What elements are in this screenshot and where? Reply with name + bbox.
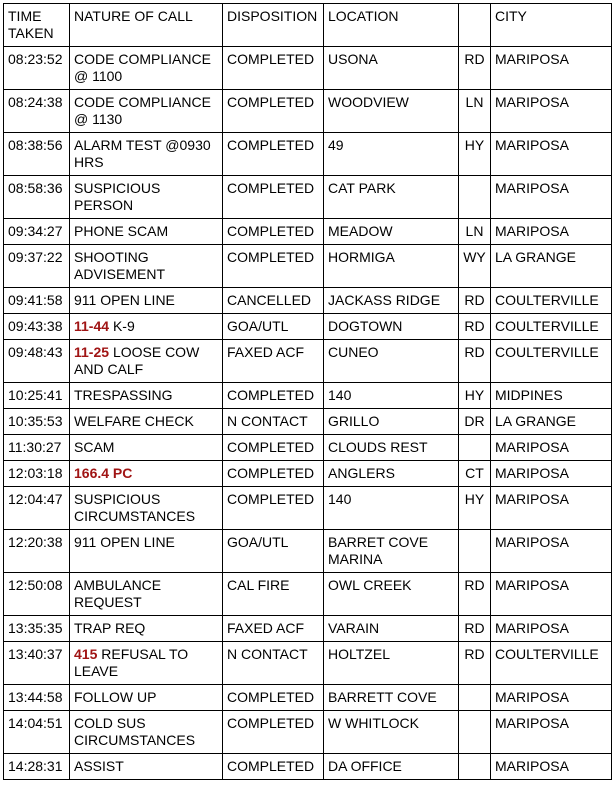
table-row (4, 530, 612, 573)
header-nature: NATURE OF CALL (70, 4, 223, 47)
cell-time: 09:43:38 (4, 314, 70, 340)
call-nature: CODE COMPLIANCE @ 1100 (74, 51, 211, 84)
cell-city: MARIPOSA (491, 754, 612, 780)
cell-time: 09:34:27 (4, 219, 70, 245)
cell-time: 08:23:52 (4, 47, 70, 90)
cell-disposition: COMPLETED (223, 90, 324, 133)
cell-time: 10:35:53 (4, 409, 70, 435)
cell-suffix (459, 176, 491, 219)
cell-nature (70, 711, 223, 754)
cell-suffix: DR (459, 409, 491, 435)
cell-disposition: COMPLETED (223, 487, 324, 530)
cell-nature (70, 754, 223, 780)
cell-time: 11:30:27 (4, 435, 70, 461)
cell-city: MARIPOSA (491, 573, 612, 616)
table-row (4, 616, 612, 642)
call-nature: SHOOTING ADVISEMENT (74, 249, 166, 282)
cell-time: 08:38:56 (4, 133, 70, 176)
cell-suffix: RD (459, 642, 491, 685)
cell-suffix: LN (459, 90, 491, 133)
cell-suffix: WY (459, 245, 491, 288)
table-row (4, 754, 612, 780)
cell-location: ANGLERS (324, 461, 459, 487)
cell-suffix: RD (459, 288, 491, 314)
cell-location: 140 (324, 487, 459, 530)
cell-suffix: RD (459, 573, 491, 616)
cell-city: MARIPOSA (491, 711, 612, 754)
call-nature: SCAM (74, 439, 115, 455)
cell-time: 10:25:41 (4, 383, 70, 409)
cell-location: HOLTZEL (324, 642, 459, 685)
table-row (4, 685, 612, 711)
table-row (4, 219, 612, 245)
cell-location: OWL CREEK (324, 573, 459, 616)
cell-location: VARAIN (324, 616, 459, 642)
cell-city: LA GRANGE (491, 245, 612, 288)
call-nature: COLD SUS CIRCUMSTANCES (74, 715, 196, 748)
cell-city: MARIPOSA (491, 530, 612, 573)
cell-city: MARIPOSA (491, 435, 612, 461)
cell-location: CUNEO (324, 340, 459, 383)
cell-city: MARIPOSA (491, 461, 612, 487)
cell-disposition: COMPLETED (223, 754, 324, 780)
cell-disposition: COMPLETED (223, 685, 324, 711)
table-row (4, 340, 612, 383)
call-nature: SUSPICIOUS CIRCUMSTANCES (74, 491, 196, 524)
cell-location: JACKASS RIDGE (324, 288, 459, 314)
cell-location: 140 (324, 383, 459, 409)
call-nature: WELFARE CHECK (74, 413, 194, 429)
table-row (4, 47, 612, 90)
cell-time: 08:58:36 (4, 176, 70, 219)
cell-nature (70, 461, 223, 487)
table-row (4, 461, 612, 487)
cell-disposition: FAXED ACF (223, 340, 324, 383)
cell-city: COULTERVILLE (491, 642, 612, 685)
cell-time: 09:41:58 (4, 288, 70, 314)
cell-nature (70, 219, 223, 245)
cell-city: COULTERVILLE (491, 340, 612, 383)
cell-disposition: COMPLETED (223, 461, 324, 487)
cell-nature (70, 642, 223, 685)
cell-disposition: N CONTACT (223, 642, 324, 685)
cell-time: 09:37:22 (4, 245, 70, 288)
table-row (4, 90, 612, 133)
call-nature: 911 OPEN LINE (74, 534, 175, 550)
call-nature: PHONE SCAM (74, 223, 169, 239)
table-row (4, 383, 612, 409)
cell-suffix: HY (459, 487, 491, 530)
cell-suffix: RD (459, 616, 491, 642)
cell-location: DOGTOWN (324, 314, 459, 340)
cell-disposition: CANCELLED (223, 288, 324, 314)
cell-location: MEADOW (324, 219, 459, 245)
cell-time: 12:50:08 (4, 573, 70, 616)
cell-location: CAT PARK (324, 176, 459, 219)
table-row (4, 573, 612, 616)
cell-time: 12:03:18 (4, 461, 70, 487)
cell-suffix: RD (459, 47, 491, 90)
cell-location: W WHITLOCK (324, 711, 459, 754)
cell-time: 13:44:58 (4, 685, 70, 711)
cell-location: GRILLO (324, 409, 459, 435)
cell-time: 08:24:38 (4, 90, 70, 133)
cell-disposition: GOA/UTL (223, 530, 324, 573)
call-nature: TRESPASSING (74, 387, 173, 403)
cell-nature (70, 530, 223, 573)
cell-city: COULTERVILLE (491, 288, 612, 314)
cell-location: HORMIGA (324, 245, 459, 288)
cell-city: MARIPOSA (491, 685, 612, 711)
call-nature: ASSIST (74, 758, 124, 774)
cell-suffix: LN (459, 219, 491, 245)
call-nature: 911 OPEN LINE (74, 292, 175, 308)
cell-suffix: HY (459, 133, 491, 176)
call-log-body (4, 47, 612, 780)
cell-location: BARRETT COVE (324, 685, 459, 711)
cell-city: MARIPOSA (491, 47, 612, 90)
call-nature: TRAP REQ (74, 620, 146, 636)
cell-city: MARIPOSA (491, 616, 612, 642)
cell-city: MARIPOSA (491, 219, 612, 245)
cell-suffix: RD (459, 340, 491, 383)
header-time: TIME TAKEN (4, 4, 70, 47)
cell-city: MARIPOSA (491, 176, 612, 219)
call-nature: FOLLOW UP (74, 689, 157, 705)
cell-time: 13:40:37 (4, 642, 70, 685)
table-row (4, 642, 612, 685)
cell-disposition: FAXED ACF (223, 616, 324, 642)
cell-nature (70, 573, 223, 616)
cell-nature (70, 176, 223, 219)
cell-nature (70, 685, 223, 711)
cell-time: 13:35:35 (4, 616, 70, 642)
cell-nature (70, 47, 223, 90)
cell-nature (70, 90, 223, 133)
table-row (4, 176, 612, 219)
cell-location: 49 (324, 133, 459, 176)
cell-nature (70, 409, 223, 435)
header-suffix (459, 4, 491, 47)
cell-time: 14:04:51 (4, 711, 70, 754)
cell-location: WOODVIEW (324, 90, 459, 133)
cell-suffix (459, 711, 491, 754)
call-nature: REFUSAL TO LEAVE (74, 646, 189, 679)
call-nature: SUSPICIOUS PERSON (74, 180, 161, 213)
table-row (4, 133, 612, 176)
cell-time: 09:48:43 (4, 340, 70, 383)
cell-nature (70, 288, 223, 314)
cell-location: CLOUDS REST (324, 435, 459, 461)
cell-disposition: COMPLETED (223, 176, 324, 219)
table-row (4, 711, 612, 754)
call-nature: CODE COMPLIANCE @ 1130 (74, 94, 211, 127)
cell-city: LA GRANGE (491, 409, 612, 435)
cell-nature (70, 383, 223, 409)
cell-city: MARIPOSA (491, 487, 612, 530)
table-row (4, 487, 612, 530)
cell-suffix: RD (459, 314, 491, 340)
cell-disposition: COMPLETED (223, 383, 324, 409)
cell-nature (70, 245, 223, 288)
cell-city: MARIPOSA (491, 133, 612, 176)
header-city: CITY (491, 4, 612, 47)
table-row (4, 409, 612, 435)
cell-disposition: N CONTACT (223, 409, 324, 435)
cell-city: MARIPOSA (491, 90, 612, 133)
cell-location: DA OFFICE (324, 754, 459, 780)
table-row (4, 314, 612, 340)
cell-nature (70, 487, 223, 530)
header-disposition: DISPOSITION (223, 4, 324, 47)
table-row (4, 288, 612, 314)
cell-disposition: COMPLETED (223, 711, 324, 754)
cell-time: 12:20:38 (4, 530, 70, 573)
header-location: LOCATION (324, 4, 459, 47)
cell-location: BARRET COVE MARINA (324, 530, 459, 573)
cell-nature (70, 340, 223, 383)
cell-city: MIDPINES (491, 383, 612, 409)
call-code: 11-44 (74, 318, 110, 334)
cell-disposition: COMPLETED (223, 47, 324, 90)
cell-disposition: COMPLETED (223, 435, 324, 461)
call-log-table (3, 3, 612, 780)
call-nature: K-9 (112, 318, 135, 334)
cell-disposition: CAL FIRE (223, 573, 324, 616)
cell-city: COULTERVILLE (491, 314, 612, 340)
cell-time: 12:04:47 (4, 487, 70, 530)
call-code: 11-25 (74, 344, 110, 360)
cell-suffix (459, 435, 491, 461)
cell-disposition: COMPLETED (223, 219, 324, 245)
cell-location: USONA (324, 47, 459, 90)
call-code: 415 (74, 646, 98, 662)
call-nature: LOOSE COW AND CALF (74, 344, 200, 377)
header-row (4, 4, 612, 47)
table-row (4, 435, 612, 461)
cell-suffix (459, 754, 491, 780)
call-code: 166.4 PC (74, 465, 133, 481)
call-nature: AMBULANCE REQUEST (74, 577, 162, 610)
call-nature: ALARM TEST @0930 HRS (74, 137, 211, 170)
cell-suffix (459, 530, 491, 573)
table-row (4, 245, 612, 288)
cell-disposition: COMPLETED (223, 133, 324, 176)
cell-suffix: HY (459, 383, 491, 409)
cell-suffix: CT (459, 461, 491, 487)
cell-disposition: GOA/UTL (223, 314, 324, 340)
cell-suffix (459, 685, 491, 711)
cell-nature (70, 314, 223, 340)
cell-nature (70, 435, 223, 461)
cell-disposition: COMPLETED (223, 245, 324, 288)
cell-time: 14:28:31 (4, 754, 70, 780)
cell-nature (70, 133, 223, 176)
cell-nature (70, 616, 223, 642)
